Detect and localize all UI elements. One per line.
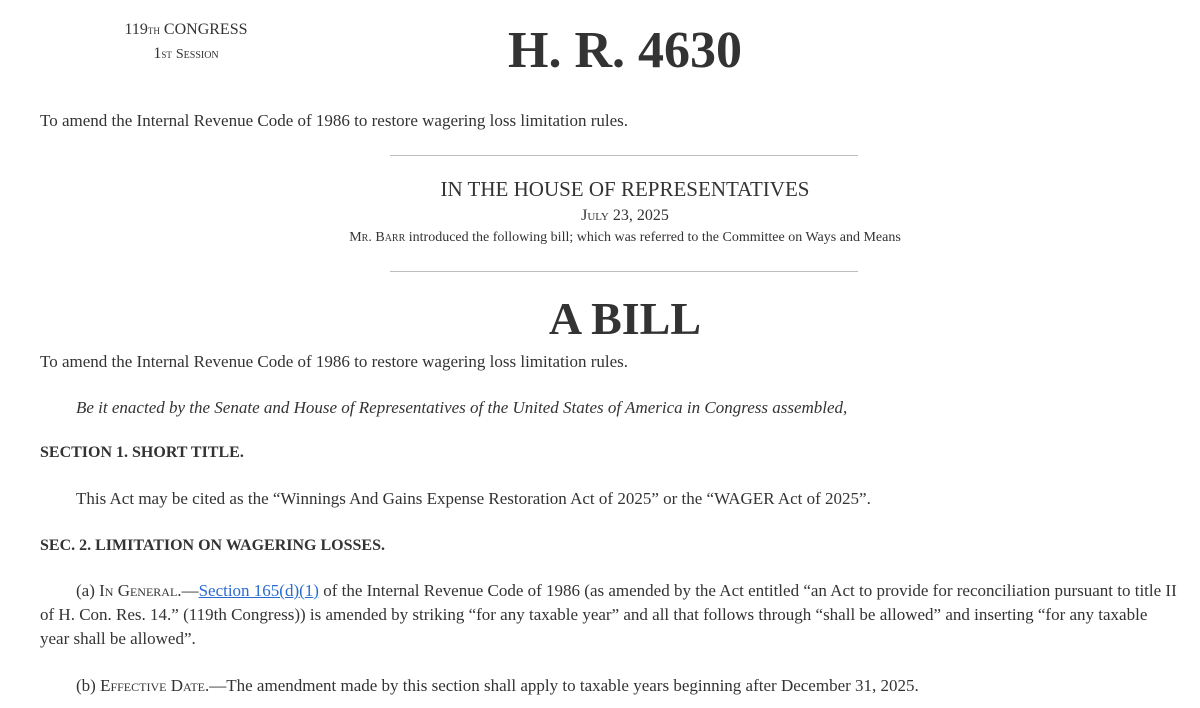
congress-label: CONGRESS (163, 21, 248, 38)
subsection-b (40, 674, 1180, 698)
official-title: To amend the Internal Revenue Code of 1986 to restore wagering loss limitation rules. (40, 111, 628, 130)
section-165-link[interactable] (199, 581, 319, 600)
session-number: 1 (153, 45, 162, 62)
action-text: introduced the following bill; which was referred to the Committee on Ways and Means (408, 230, 901, 245)
divider-top (390, 155, 858, 156)
section-165-link-mid: )( (293, 581, 305, 600)
session-line (100, 42, 272, 67)
congress-number: 119 (124, 21, 148, 38)
enacting-clause: Be it enacted by the Senate and House of Representatives of the United States of America in Congress assembled, (76, 398, 848, 417)
action-description (250, 229, 1000, 247)
section-165-d-link[interactable]: d (284, 581, 294, 600)
action-date (250, 206, 1000, 226)
section-165-link-close: ) (313, 581, 319, 600)
subsection-a-dash: — (181, 581, 199, 600)
subsection-a-header: In General. (99, 581, 182, 600)
section-1-heading: SECTION 1. SHORT TITLE. (40, 444, 244, 461)
session-number-suffix: st (161, 46, 172, 61)
subsection-a-text: of the Internal Revenue Code of 1986 (as amended by the Act entitled “an Act to provide for reconciliation pursuant to title II of H. Con. Res. 14.” (119th Congress)) is amended by striking “for any taxable year” and all that follows through “shall be allowed” and inserting “for any taxable year shall be allowed”. (40, 581, 1177, 648)
long-title: To amend the Internal Revenue Code of 1986 to restore wagering loss limitation rules. (40, 352, 628, 371)
session-label: Session (175, 47, 219, 62)
subsection-b-dash: — (209, 676, 227, 695)
bill-heading: A BILL (548, 293, 702, 344)
congress-session-block (100, 18, 272, 67)
section-1-text (40, 487, 1180, 511)
bill-number: H. R. 4630 (508, 22, 742, 79)
sponsor-name: Mr. Barr (349, 230, 406, 245)
short-title-text: This Act may be cited as the “Winnings And Gains Expense Restoration Act of 2025” or the “WAGER Act of 2025”. (76, 489, 871, 508)
subsection-a-enum: (a) (76, 581, 95, 600)
subsection-a (40, 579, 1180, 651)
section-165-link-text: Section 165( (198, 581, 285, 600)
subsection-b-enum: (b) (76, 676, 96, 695)
subsection-b-text: The amendment made by this section shall apply to taxable years beginning after December 31, 2025. (226, 676, 919, 695)
chamber-heading: IN THE HOUSE OF REPRESENTATIVES (440, 177, 810, 201)
congress-number-suffix: th (147, 22, 160, 37)
section-2-heading: SEC. 2. LIMITATION ON WAGERING LOSSES. (40, 537, 385, 554)
action-date-text: July 23, 2025 (581, 207, 669, 224)
divider-bottom (390, 271, 858, 272)
subsection-b-header: Effective Date. (100, 676, 210, 695)
congress-line (100, 18, 272, 42)
section-165-d-1-link[interactable]: 1 (304, 581, 314, 600)
